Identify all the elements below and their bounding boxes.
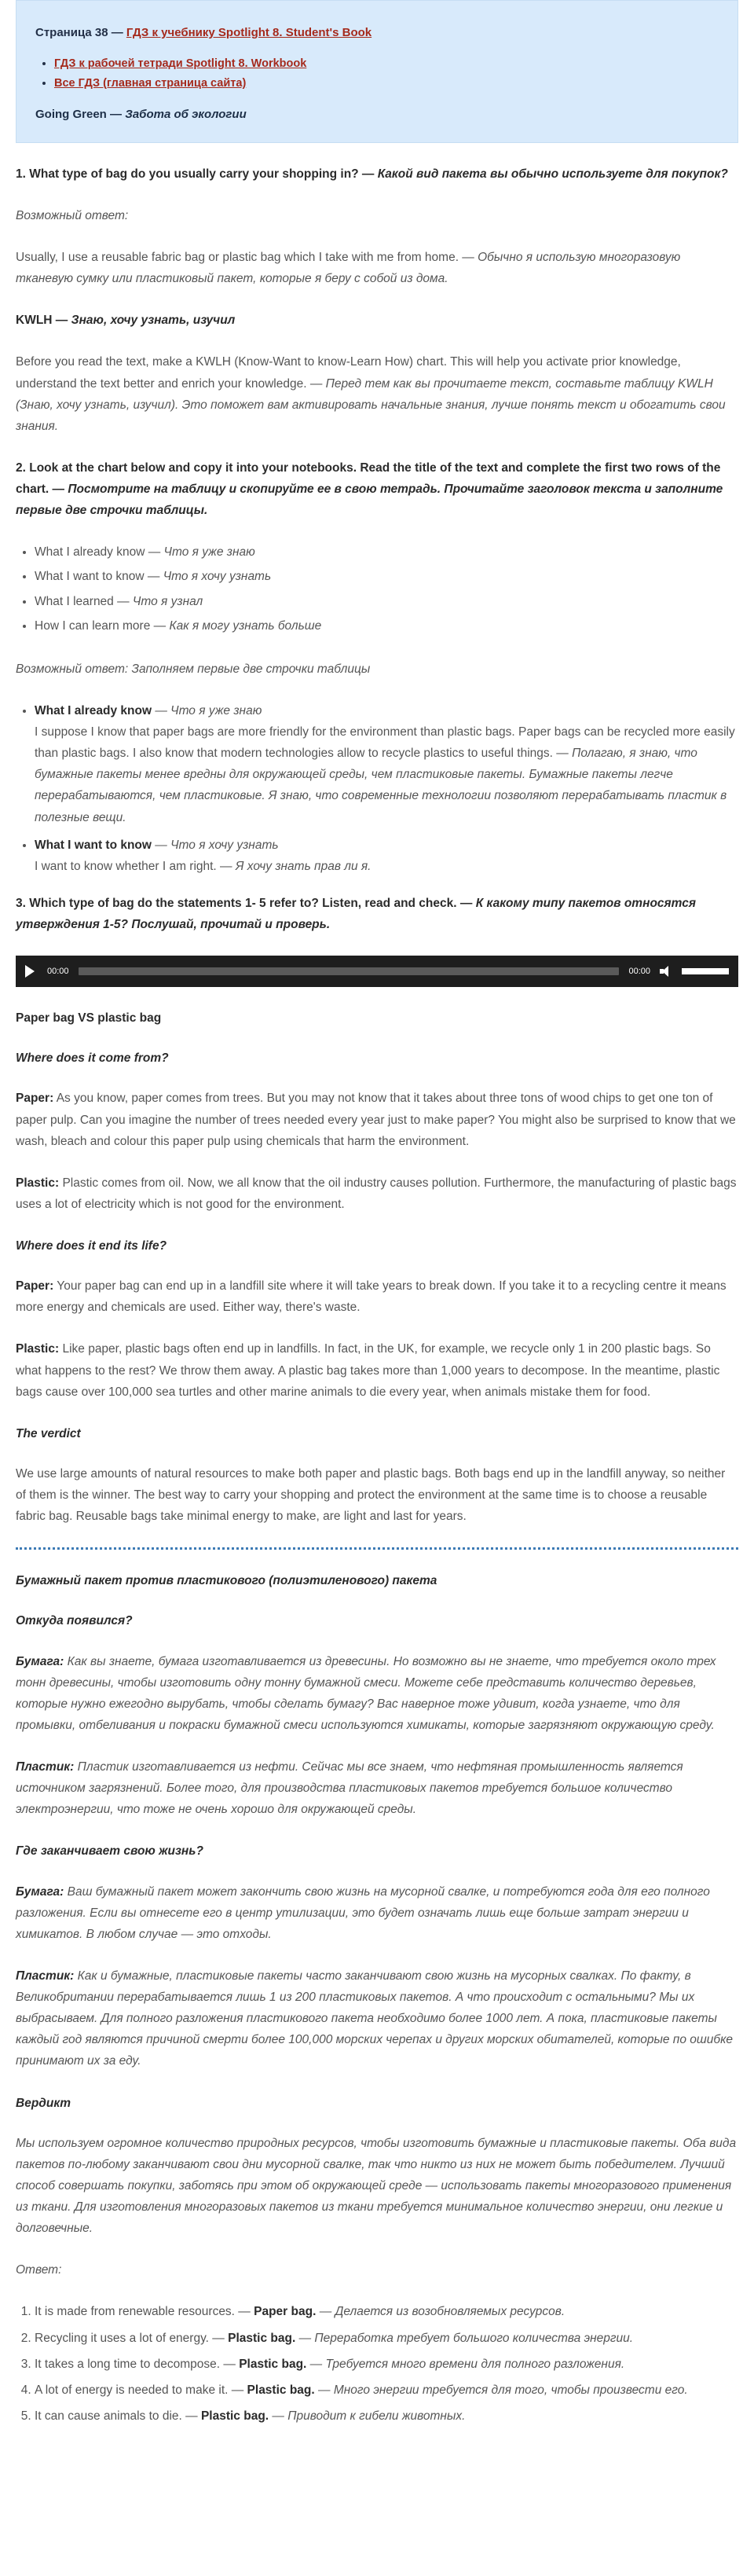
text: Your paper bag can end up in a landfill site where it will take years to break down. If you take it to a recycling centre it means more energy and chemicals are used. Either way, there's waste.: [16, 1279, 727, 1315]
list-item: [35, 2380, 738, 2401]
article-ru-h1-text: Откуда появился?: [16, 1614, 133, 1628]
label: Plastic:: [16, 1176, 60, 1190]
article-en-h1-text: Where does it come from?: [16, 1051, 169, 1066]
q2-answers: [16, 700, 738, 877]
audio-time-duration: 00:00: [628, 966, 650, 976]
list-item: [35, 2301, 738, 2322]
list-item: [35, 700, 738, 828]
final-answer-list: [16, 2301, 738, 2427]
final-bag: Plastic bag.: [228, 2331, 296, 2345]
question-3: [16, 893, 738, 935]
label: Бумага:: [16, 1884, 64, 1899]
label: Paper:: [16, 1092, 54, 1106]
nav-link-home[interactable]: Все ГДЗ (главная страница сайта): [54, 76, 247, 90]
answer-label: What I want to know: [35, 838, 152, 852]
audio-progress-track[interactable]: [79, 967, 620, 975]
chart-row-en: What I learned —: [35, 594, 130, 608]
article-en-p1: [16, 1088, 738, 1151]
article-en-p3: [16, 1275, 738, 1318]
list-item: [35, 2405, 738, 2427]
answer-text-en: I want to know whether I am right. —: [35, 859, 232, 873]
q1-possible-text: Возможный ответ:: [16, 208, 129, 222]
article-ru-h2-text: Где заканчивает свою жизнь?: [16, 1844, 203, 1859]
text: As you know, paper comes from trees. But you may not know that it takes about three tons of wood chips to get one ton of paper pulp. Can you imagine the number of trees needed every year just to make paper? You might also be surprised to know that we wash, bleach and colour this paper pulp using chemicals that harm the environment.: [16, 1092, 736, 1148]
article-ru-title: [16, 1570, 738, 1591]
final-bag: Plastic bag.: [239, 2357, 307, 2371]
question-3-ru: К какому типу пакетов относятся утверждения 1-5? Послушай, прочитай и проверь.: [16, 896, 696, 932]
audio-player: [16, 956, 738, 987]
article-en-h3: [16, 1423, 738, 1444]
q2-possible-label: [16, 659, 738, 680]
answer-text-en: I suppose I know that paper bags are more friendly for the environment than plastic bags. Paper bags can be recycled more easily than plastic bags. I also know that modern technologies allow to recycle plastics to useful things. —: [35, 725, 735, 761]
final-en: Recycling it uses a lot of energy. —: [35, 2331, 225, 2345]
nav-page-line: [35, 23, 719, 43]
play-icon[interactable]: [25, 965, 35, 978]
text: Plastic comes from oil. Now, we all know that the oil industry causes pollution. Furthermore, the manufacturing of plastic bags uses a lot of electricity which is not good for the environment.: [16, 1176, 737, 1211]
question-2: [16, 457, 738, 521]
label: Пластик:: [16, 1760, 75, 1774]
final-ru: — Переработка требует большого количества энергии.: [298, 2331, 634, 2345]
nav-topic: [35, 105, 719, 125]
article-en-h2: [16, 1235, 738, 1257]
article-en-title: Paper bag VS plastic bag: [16, 1011, 162, 1026]
list-item: [35, 615, 738, 637]
article-ru-p2: [16, 1756, 738, 1820]
article-ru-h3-text: Вердикт: [16, 2096, 71, 2110]
chart-row-en: How I can learn more —: [35, 618, 167, 633]
article-en-p5: We use large amounts of natural resources to make both paper and plastic bags. Both bags end up in the landfill anyway, so neither of them is the winner. The best way to carry your shopping and protect the environment at the same time is to choose a reusable fabric bag. Reusable bags take minimal energy to make, are light and last for years.: [16, 1466, 726, 1524]
article-ru-p3: [16, 1881, 738, 1945]
final-ru: — Требуется много времени для полного разложения.: [309, 2357, 625, 2371]
chart-row-ru: Что я уже знаю: [163, 545, 255, 560]
question-1: [16, 163, 738, 185]
question-2-en: 2. Look at the chart below and copy it into your notebooks. Read the title of the text and complete the first two rows of the chart. —: [16, 461, 721, 497]
question-3-en: 3. Which type of bag do the statements 1- 5 refer to? Listen, read and check. —: [16, 896, 473, 910]
list-item: [35, 591, 738, 612]
list-item: [35, 2328, 738, 2349]
nav-page-label: Страница 38 —: [35, 26, 123, 39]
q1-answer: [16, 247, 738, 289]
final-en: It takes a long time to decompose. —: [35, 2357, 236, 2371]
article-ru-title-text: Бумажный пакет против пластикового (полиэтиленового) пакета: [16, 1574, 437, 1588]
text: Ваш бумажный пакет может закончить свою жизнь на мусорной свалке, и потребуются года для его полного разложения. Если вы отнесете его в центр утилизации, это будет означать лишь еще больше затрат энергии и химикатов. В любом случае — это отходы.: [16, 1884, 710, 1941]
audio-time-current: 00:00: [47, 966, 69, 976]
article-en-p4: [16, 1338, 738, 1402]
list-item: [35, 541, 738, 563]
label: Пластик:: [16, 1969, 75, 1983]
nav-box: [16, 0, 738, 143]
text: Пластик изготавливается из нефти. Сейчас мы все знаем, что нефтяная промышленность является источником загрязнений. Более того, для производства пластиковых пакетов требуется большое количество электроэнергии, что тоже не очень хорошо для окружающей среды.: [16, 1760, 683, 1817]
final-answer-label: [16, 2259, 738, 2281]
final-en: It can cause animals to die. —: [35, 2409, 198, 2423]
text: Как и бумажные, пластиковые пакеты часто заканчивают свою жизнь на мусорных свалках. По факту, в Великобритании перерабатывается лишь 1 из 200 пластиковых пакетов. А что происходит с остальными? Мы их выбрасываем. Для полного разложения пластикового пакета необходимо более 1000 лет. А пока, пластиковые пакеты каждый год являются причиной смерти более 100,000 морских черепах и других морских обитателей, которые по ошибке принимают их за еду.: [16, 1969, 734, 2068]
text: Мы используем огромное количество природных ресурсов, чтобы изготовить бумажные и пластиковые пакеты. Оба вида пакетов по-любому заканчивают свои дни мусорной свалке, так что никто из них не может быть победителем. Лучший способ совершать покупки, заботясь при этом об окружающей среде — использовать пакеты многоразового применения из ткани. Для изготовления многоразовых пакетов из ткани требуется минимальное количество энергии, они легкие и долговечные.: [16, 2136, 737, 2236]
article-en-h3-text: The verdict: [16, 1426, 81, 1440]
list-item: [35, 2354, 738, 2375]
chart-row-ru: Как я могу узнать больше: [169, 618, 322, 633]
list-item: [35, 566, 738, 587]
article-ru-h1: [16, 1610, 738, 1631]
final-en: It is made from renewable resources. —: [35, 2305, 251, 2319]
nav-link-item: [54, 74, 719, 94]
final-answer-label-text: Ответ:: [16, 2263, 62, 2277]
final-ru: — Много энергии требуется для того, чтобы произвести его.: [318, 2383, 688, 2397]
question-1-ru: Какой вид пакета вы обычно используете для покупок?: [377, 167, 728, 181]
chart-row-en: What I already know —: [35, 545, 161, 560]
nav-links: [35, 54, 719, 93]
final-bag: Plastic bag.: [200, 2409, 269, 2423]
answer-label-ru: — Что я хочу узнать: [155, 838, 279, 852]
article-ru-p1: [16, 1651, 738, 1737]
article-ru-p5: [16, 2133, 738, 2240]
q1-answer-en: Usually, I use a reusable fabric bag or plastic bag which I take with me from home. —: [16, 251, 474, 265]
kwlh-title-en: KWLH —: [16, 314, 68, 328]
chart-row-ru: Что я хочу узнать: [163, 570, 272, 584]
label: Paper:: [16, 1279, 54, 1294]
answer-text-ru: Я хочу знать прав ли я.: [235, 859, 372, 873]
chart-row-en: What I want to know —: [35, 570, 160, 584]
article-en-h1: [16, 1048, 738, 1069]
topic-en: Going Green —: [35, 107, 123, 121]
question-2-ru: Посмотрите на таблицу и скопируйте ее в свою тетрадь. Прочитайте заголовок текста и заполните первые две строчки таблицы.: [16, 483, 723, 518]
q2-possible-text: Возможный ответ: Заполняем первые две строчки таблицы: [16, 662, 371, 676]
nav-book-link[interactable]: ГДЗ к учебнику Spotlight 8. Student's Book: [126, 26, 372, 39]
text: Как вы знаете, бумага изготавливается из древесины. Но возможно вы не знаете, что требуется около трех тонн древесины, чтобы изготовить одну тонну бумажной смеси. Можете себе представить количество деревьев, которые нужно ежегодно вырубать, чтобы сделать бумагу? Вас наверное тоже удивит, когда узнаете, что для промывки, отбеливания и покраски бумажной смеси используются химикаты, которые загрязняют окружающую среду.: [16, 1654, 716, 1732]
label: Plastic:: [16, 1342, 60, 1356]
article-ru-h3: [16, 2093, 738, 2114]
nav-link-item: [54, 54, 719, 74]
article-ru-p4: [16, 1965, 738, 2072]
chart-row-ru: Что я узнал: [132, 594, 203, 608]
article-en-h2-text: Where does it end its life?: [16, 1239, 167, 1253]
volume-icon[interactable]: [660, 966, 672, 977]
q1-possible-label: [16, 205, 738, 226]
kwlh-text-ru: Перед тем как вы прочитаете текст, составьте таблицу KWLH (Знаю, хочу узнать, изучил). Это поможет вам активировать начальные знания, лучше понять текст и обогатить свои знания.: [16, 376, 726, 433]
kwlh-text: [16, 351, 738, 437]
q1-answer-ru: Обычно я использую многоразовую тканевую сумку или пластиковый пакет, которые я беру с собой из дома.: [16, 251, 681, 286]
final-en: A lot of energy is needed to make it. —: [35, 2383, 244, 2397]
article-ru-h2: [16, 1840, 738, 1862]
nav-link-workbook[interactable]: ГДЗ к рабочей тетради Spotlight 8. Workbook: [54, 57, 307, 71]
article-en-p2: [16, 1172, 738, 1215]
article-ru: [16, 1570, 738, 2239]
kwlh-text-en: Before you read the text, make a KWLH (Know-Want to know-Learn How) chart. This will help you activate prior knowledge, understand the text better and enrich your knowledge. —: [16, 355, 681, 391]
final-ru: — Делается из возобновляемых ресурсов.: [319, 2305, 566, 2319]
answer-text-ru: Полагаю, я знаю, что бумажные пакеты менее вредны для окружающей среды, чем пластиковые пакеты. Бумажные пакеты легче перерабатываются, чем пластиковые. Я знаю, что современные технологии позволяют перерабатывать пластик в полезные вещи.: [35, 747, 727, 824]
answer-label: What I already know: [35, 703, 152, 717]
label: Бумага:: [16, 1654, 64, 1668]
answer-label-ru: — Что я уже знаю: [155, 703, 262, 717]
final-bag: Paper bag.: [254, 2305, 317, 2319]
final-ru: — Приводит к гибели животных.: [272, 2409, 466, 2423]
kwlh-chart-list: [16, 541, 738, 637]
topic-ru: Забота об экологии: [125, 107, 247, 121]
volume-slider[interactable]: [682, 968, 729, 974]
list-item: [35, 835, 738, 877]
text: Like paper, plastic bags often end up in landfills. In fact, in the UK, for example, we recycle only 1 in 200 plastic bags. So what happens to the rest? We throw them away. A plastic bag takes more than 1,000 years to decompose. In the meantime, plastic bags cause over 100,000 sea turtles and other marine animals to die every year, when animals mistake them for food.: [16, 1342, 720, 1399]
kwlh-title-ru: Знаю, хочу узнать, изучил: [71, 314, 236, 328]
question-1-en: 1. What type of bag do you usually carry your shopping in? —: [16, 167, 375, 181]
kwlh-title: [16, 310, 738, 331]
final-bag: Plastic bag.: [247, 2383, 315, 2397]
divider: [16, 1547, 738, 1550]
